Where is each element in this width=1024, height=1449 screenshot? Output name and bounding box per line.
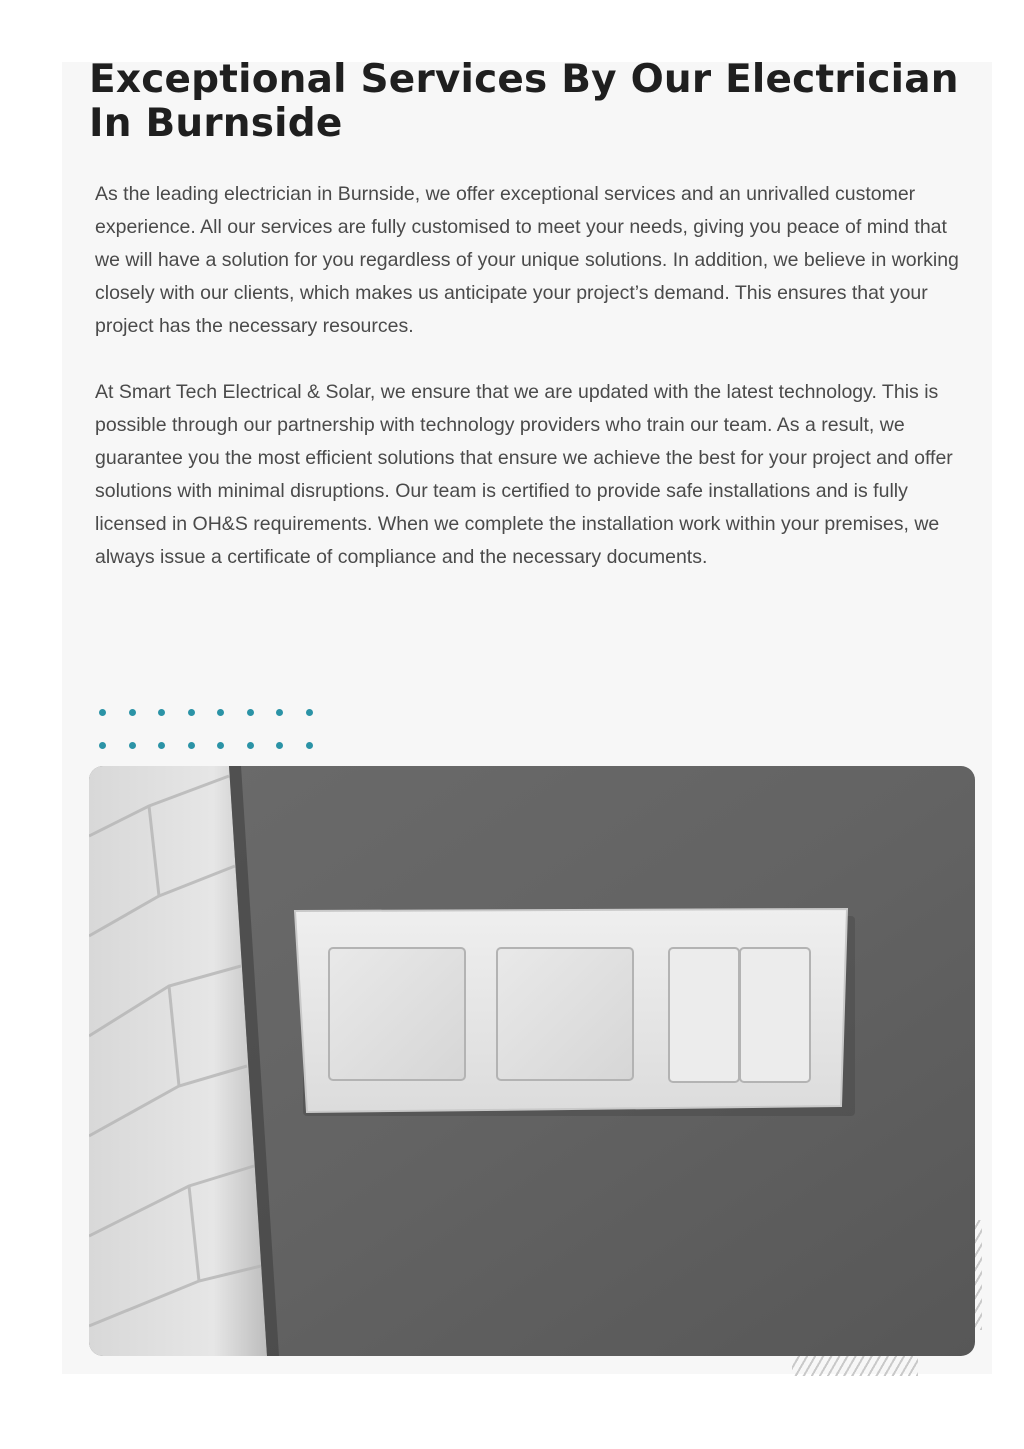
dot-pattern-decoration — [99, 709, 329, 753]
decor-dot — [188, 709, 195, 716]
decor-dot — [276, 742, 283, 749]
decor-dot — [188, 742, 195, 749]
decor-dot — [247, 742, 254, 749]
page-title: Exceptional Services By Our Electrician In Burnside — [89, 57, 959, 146]
switch-button-3a — [669, 948, 739, 1082]
switch-button-1 — [329, 948, 465, 1080]
decor-dot — [276, 709, 283, 716]
decor-dot — [217, 742, 224, 749]
decor-dot — [217, 709, 224, 716]
decor-dot — [158, 709, 165, 716]
decor-dot — [158, 742, 165, 749]
decor-dot — [129, 742, 136, 749]
decor-dot — [99, 742, 106, 749]
decor-dot — [306, 742, 313, 749]
decor-dot — [99, 709, 106, 716]
switch-button-2 — [497, 948, 633, 1080]
details-paragraph: At Smart Tech Electrical & Solar, we ensure that we are updated with the latest technology. This is possible through our partnership with technology providers who train our team. As a result, we guarantee you the most efficient solutions that ensure we achieve the best for your project and offer solutions with minimal disruptions. Our team is certified to provide safe installations and is fully licensed in OH&S requirements. When we complete the installation work within your premises, we always issue a certificate of compliance and the necessary documents. — [95, 381, 953, 568]
decor-dot — [129, 709, 136, 716]
light-switch-photo — [89, 766, 975, 1356]
hatch-decoration-bottom — [792, 1354, 918, 1376]
switch-button-3b — [740, 948, 810, 1082]
decor-dot — [306, 709, 313, 716]
decor-dot — [247, 709, 254, 716]
intro-paragraph: As the leading electrician in Burnside, we offer exceptional services and an unrivalled customer experience. All our services are fully customised to meet your needs, giving you peace of mind that we will have a solution for you regardless of your unique solutions. In addition, we believe in working closely with our clients, which makes us anticipate your project’s demand. This ensures that your project has the necessary resources. — [95, 183, 959, 337]
